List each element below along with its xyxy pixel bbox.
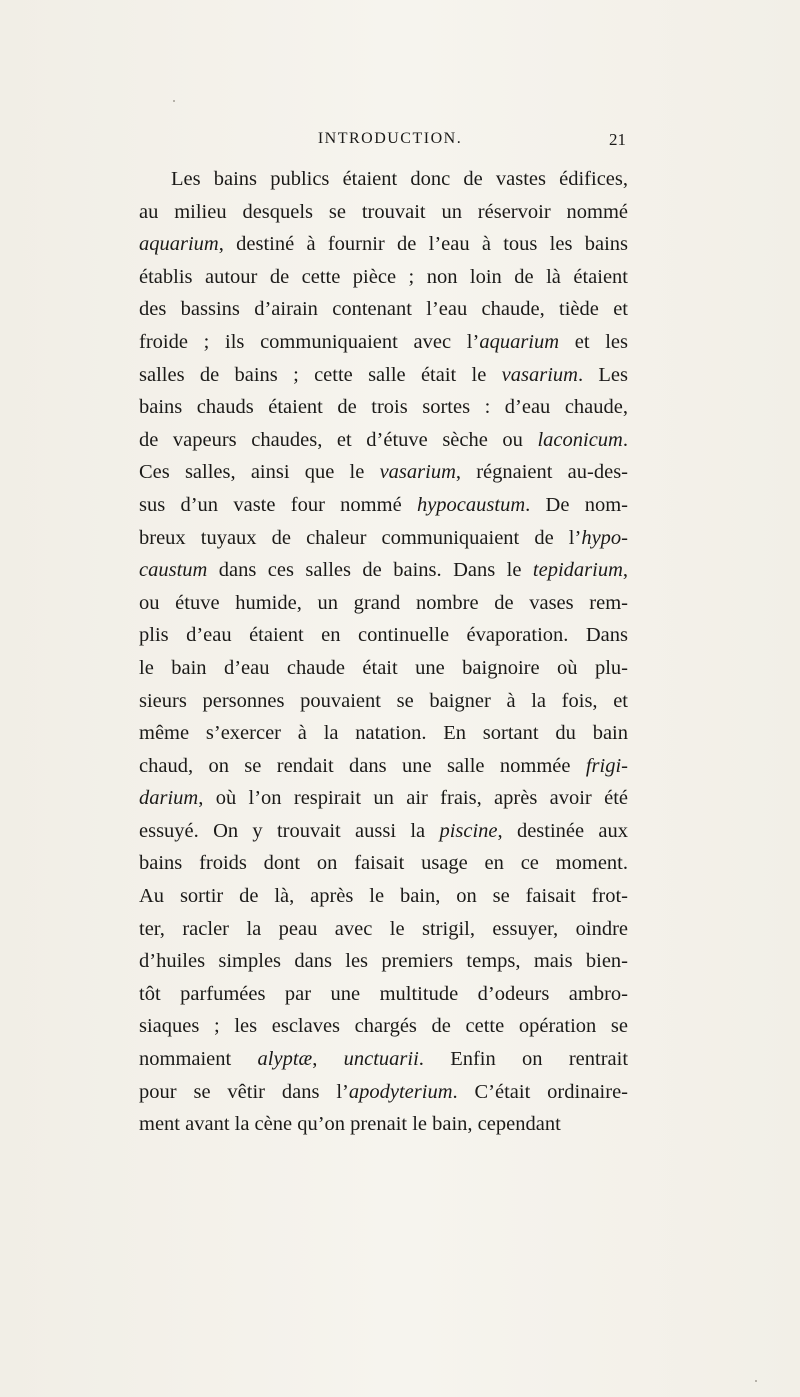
paper-speck (755, 1380, 757, 1382)
italic-term: caustum (139, 559, 208, 582)
italic-term: vasarium (379, 461, 456, 484)
text-line (139, 717, 628, 750)
text-line (139, 228, 628, 261)
text-line (139, 685, 628, 718)
paper-speck (173, 100, 175, 102)
text-segment: nommaient (139, 1048, 258, 1071)
text-line (139, 424, 628, 457)
text-segment: plis d’eau étaient en continuelle évaporation. Dans (139, 624, 628, 647)
text-segment: , où l’on respirait un air frais, après avoir été (198, 787, 628, 810)
text-segment: établis autour de cette pièce ; non loin de là étaient (139, 265, 628, 288)
text-segment: Au sortir de là, après le bain, on se faisait frot- (139, 885, 628, 908)
text-segment: le bain d’eau chaude était une baignoire où plu- (139, 656, 628, 679)
text-segment: , destiné à fournir de l’eau à tous les bains (218, 233, 628, 256)
text-line (139, 1010, 628, 1043)
text-segment: , (312, 1048, 344, 1071)
text-line (139, 391, 628, 424)
text-segment: , (622, 559, 628, 582)
text-segment: au milieu desquels se trouvait un réservoir nommé (139, 200, 628, 223)
text-segment: ou étuve humide, un grand nombre de vases rem- (139, 591, 628, 614)
text-line (139, 750, 628, 783)
text-line (139, 978, 628, 1011)
text-line (139, 619, 628, 652)
body-text (139, 163, 628, 1141)
text-line (139, 261, 628, 294)
text-line (139, 1076, 628, 1109)
italic-term: vasarium (501, 363, 578, 386)
text-segment: dans ces salles de bains. Dans le (207, 559, 533, 582)
text-segment: ment avant la cène qu’on prenait le bain, cependant (139, 1113, 561, 1136)
text-segment: salles de bains ; cette salle était le (139, 363, 502, 386)
text-line (139, 554, 628, 587)
text-line (139, 196, 628, 229)
text-segment: . Les (577, 363, 628, 386)
italic-term: apodyterium (348, 1080, 453, 1103)
italic-term: piscine (439, 819, 498, 842)
text-segment: chaud, on se rendait dans une salle nommée (139, 754, 586, 777)
text-segment: et les (559, 330, 628, 353)
text-line (139, 815, 628, 848)
text-segment: bains froids dont on faisait usage en ce moment. (139, 852, 628, 875)
italic-term: hypocaustum (416, 493, 526, 516)
text-line (139, 359, 628, 392)
text-line (139, 326, 628, 359)
text-segment: d’huiles simples dans les premiers temps, mais bien- (139, 950, 628, 973)
italic-term: unctuarii (343, 1048, 419, 1071)
text-line (139, 489, 628, 522)
text-segment: Ces salles, ainsi que le (139, 461, 380, 484)
text-segment: . Enfin on rentrait (418, 1048, 629, 1071)
text-segment: même s’exercer à la natation. En sortant du bain (139, 722, 628, 745)
text-line (139, 1043, 628, 1076)
italic-term: alyptæ (257, 1048, 313, 1071)
text-segment: . C’était ordinaire- (452, 1080, 628, 1103)
text-segment: sieurs personnes pouvaient se baigner à la fois, et (139, 689, 628, 712)
italic-term: laconicum (537, 428, 623, 451)
text-line (139, 163, 628, 196)
text-line (139, 782, 628, 815)
text-segment: froide ; ils communiquaient avec l’ (139, 330, 480, 353)
text-segment: , régnaient au-des- (455, 461, 629, 484)
text-segment: . (622, 428, 628, 451)
text-line (139, 880, 628, 913)
text-segment: tôt parfumées par une multitude d’odeurs ambro- (139, 982, 628, 1005)
text-line (139, 945, 628, 978)
text-segment: essuyé. On y trouvait aussi la (139, 819, 440, 842)
running-title: INTRODUCTION. (317, 130, 463, 147)
italic-term: tepidarium (532, 559, 623, 582)
text-segment: des bassins d’airain contenant l’eau chaude, tiède et (139, 298, 628, 321)
text-line (139, 293, 628, 326)
text-line (139, 652, 628, 685)
text-segment: pour se vêtir dans l’ (139, 1080, 349, 1103)
italic-term: aquarium (139, 233, 219, 256)
italic-term: darium (139, 787, 199, 810)
text-segment: siaques ; les esclaves chargés de cette opération se (139, 1015, 628, 1038)
italic-term: aquarium (479, 330, 560, 353)
page-number: 21 (609, 130, 626, 149)
text-segment: , destinée aux (497, 819, 629, 842)
text-segment: Les bains publics étaient donc de vastes édifices, (171, 168, 628, 190)
text-segment: ter, racler la peau avec le strigil, essuyer, oindre (139, 917, 628, 940)
text-segment: breux tuyaux de chaleur communiquaient de l’ (139, 526, 582, 549)
italic-term: frigi- (585, 754, 628, 777)
text-line (139, 1108, 628, 1141)
text-line (139, 587, 628, 620)
page-header (190, 130, 626, 154)
text-segment: de vapeurs chaudes, et d’étuve sèche ou (139, 428, 538, 451)
text-line (139, 522, 628, 555)
text-line (139, 847, 628, 880)
text-line (139, 456, 628, 489)
text-segment: bains chauds étaient de trois sortes : d’eau chaude, (139, 396, 628, 419)
text-line (139, 913, 628, 946)
text-segment: sus d’un vaste four nommé (139, 493, 417, 516)
text-segment: . De nom- (525, 493, 628, 516)
italic-term: hypo- (581, 526, 628, 549)
